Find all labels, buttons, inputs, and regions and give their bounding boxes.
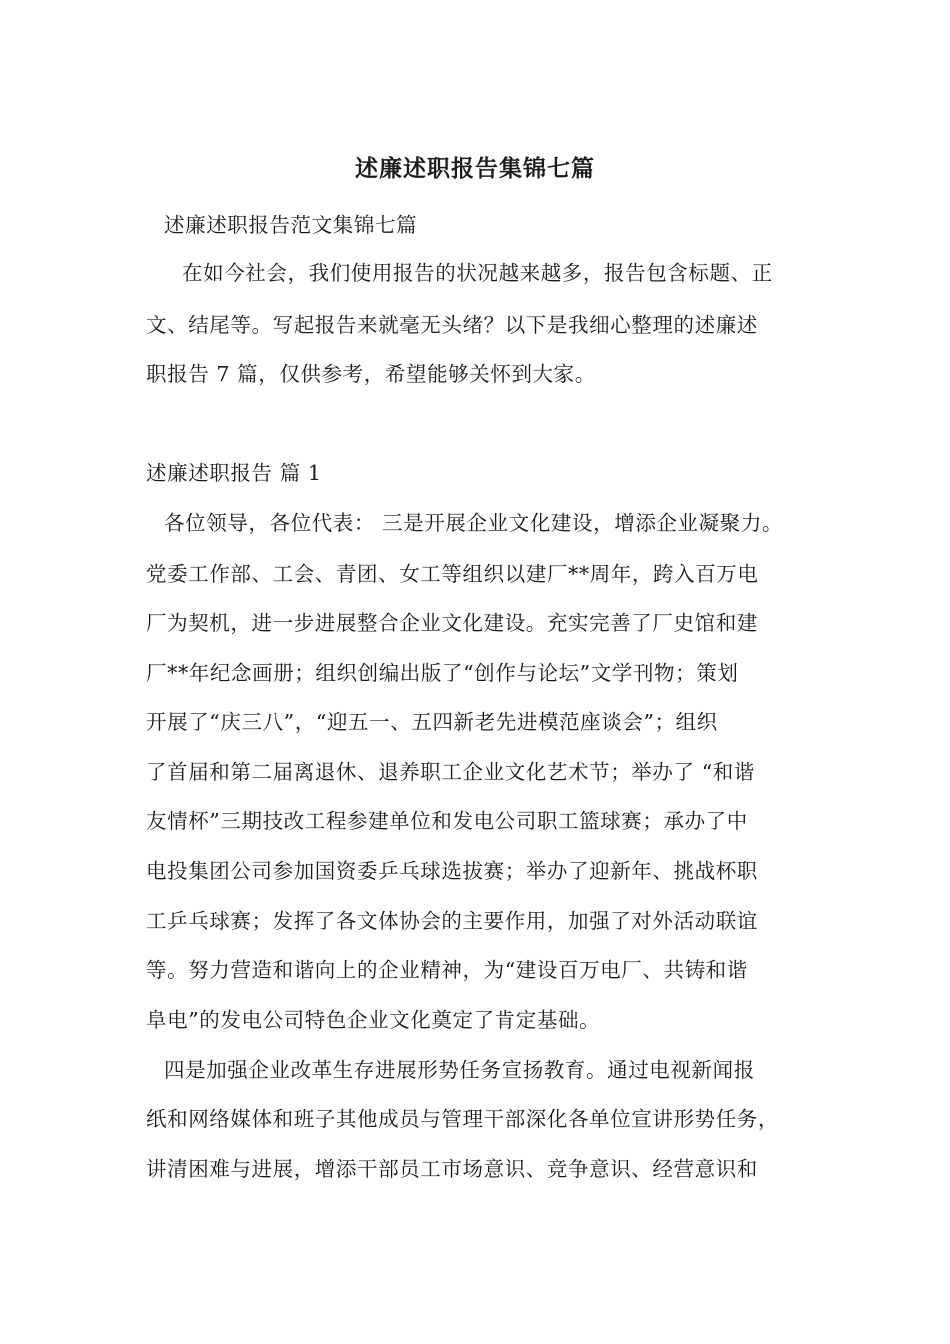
paragraph-line: 党委工作部、工会、青团、女工等组织以建厂**周年，跨入百万电 [146, 562, 759, 586]
paragraph-line: 电投集团公司参加国资委乒乓球选拔赛；举办了迎新年、挑战杯职 [146, 859, 758, 883]
document-title: 述廉述职报告集锦七篇 [355, 156, 595, 182]
section-heading: 述廉述职报告 篇 1 [146, 461, 322, 485]
paragraph-line: 厂**年纪念画册；组织创编出版了“创作与论坛”文学刊物；策划 [146, 661, 739, 685]
paragraph-line: 等。努力营造和谐向上的企业精神，为“建设百万电厂、共铸和谐 [146, 958, 748, 982]
paragraph-line: 了首届和第二届离退休、退养职工企业文化艺术节；举办了 “和谐 [146, 760, 755, 784]
document-subtitle: 述廉述职报告范文集锦七篇 [164, 213, 418, 237]
paragraph-line: 开展了“庆三八”，“迎五一、五四新老先进模范座谈会”；组织 [146, 710, 718, 734]
paragraph-line: 友情杯”三期技改工程参建单位和发电公司职工篮球赛；承办了中 [146, 809, 748, 833]
paragraph-line: 纸和网络媒体和班子其他成员与管理干部深化各单位宣讲形势任务， [146, 1107, 779, 1131]
paragraph-line: 四是加强企业改革生存进展形势任务宣扬教育。通过电视新闻报 [164, 1058, 755, 1082]
paragraph-line: 工乒乓球赛；发挥了各文体协会的主要作用，加强了对外活动联谊 [146, 909, 758, 933]
paragraph-line: 阜电”的发电公司特色企业文化奠定了肯定基础。 [146, 1008, 601, 1032]
paragraph-line: 厂为契机，进一步进展整合企业文化建设。充实完善了厂史馆和建 [146, 611, 758, 635]
intro-line: 在如今社会，我们使用报告的状况越来越多，报告包含标题、正 [182, 261, 773, 285]
paragraph-line: 各位领导，各位代表： 三是开展企业文化建设，增添企业凝聚力。 [164, 511, 784, 535]
intro-line: 职报告 7 篇，仅供参考，希望能够关怀到大家。 [146, 362, 596, 386]
paragraph-line: 讲清困难与进展，增添干部员工市场意识、竞争意识、经营意识和 [146, 1157, 758, 1181]
intro-line: 文、结尾等。写起报告来就毫无头绪？以下是我细心整理的述廉述 [146, 313, 758, 337]
